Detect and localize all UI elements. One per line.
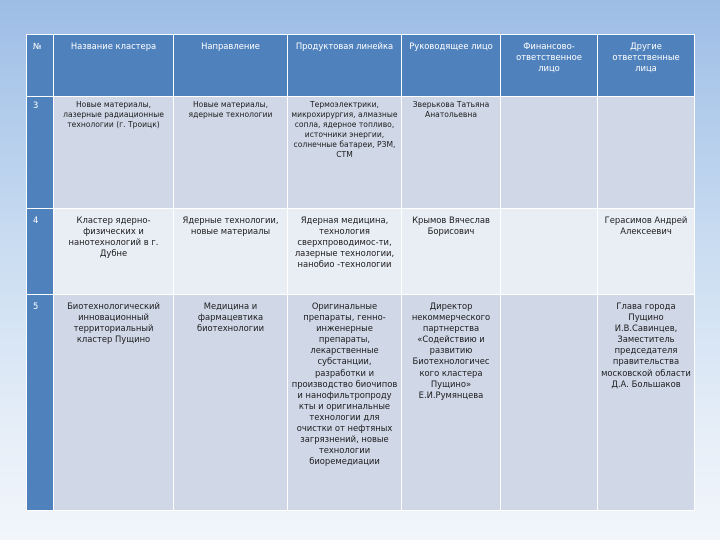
- product-line-cell: Ядерная медицина, технология сверхпроводимос-ти, лазерные технологии, нанобио -технологии: [288, 209, 402, 295]
- finance-person-cell: [501, 209, 598, 295]
- table-row: [27, 295, 695, 511]
- cluster-name-cell: Новые материалы, лазерные радиационные технологии (г. Троицк): [54, 97, 174, 209]
- header-leader: Руководящее лицо: [402, 35, 501, 97]
- other-persons-cell: Герасимов Андрей Алексеевич: [598, 209, 695, 295]
- leader-cell: Зверькова Татьяна Анатольевна: [402, 97, 501, 209]
- table-header-row: [27, 35, 695, 97]
- leader-cell: Крымов Вячеслав Борисович: [402, 209, 501, 295]
- table-row: [27, 97, 695, 209]
- header-direction: Направление: [174, 35, 288, 97]
- product-line-cell: Оригинальные препараты, генно-инженерные препараты, лекарственные субстанции, разработки и производство биочипов и нанофильтропроду кты и оригинальные технологии для очистки от нефтяных загрязнений, новые технологии биоремедиации: [288, 295, 402, 511]
- header-product-line: Продуктовая линейка: [288, 35, 402, 97]
- cluster-name-cell: Кластер ядерно-физических и нанотехнологий в г. Дубне: [54, 209, 174, 295]
- other-persons-cell: Глава города Пущино И.В.Савинцев, Заместитель председателя правительства московской области Д.А. Большаков: [598, 295, 695, 511]
- finance-person-cell: [501, 97, 598, 209]
- cluster-table: [26, 34, 695, 511]
- header-number: №: [27, 35, 54, 97]
- row-number: 4: [27, 209, 54, 295]
- cluster-table-container: [26, 34, 694, 500]
- finance-person-cell: [501, 295, 598, 511]
- table-row: [27, 209, 695, 295]
- direction-cell: Новые материалы, ядерные технологии: [174, 97, 288, 209]
- header-cluster-name: Название кластера: [54, 35, 174, 97]
- other-persons-cell: [598, 97, 695, 209]
- leader-cell: Директор некоммерческого партнерства «Содействию и развитию Биотехнологичес кого кластера Пущино» Е.И.Румянцева: [402, 295, 501, 511]
- cluster-name-cell: Биотехнологический инновационный территориальный кластер Пущино: [54, 295, 174, 511]
- header-other-persons: Другие ответственные лица: [598, 35, 695, 97]
- row-number: 5: [27, 295, 54, 511]
- header-finance-person: Финансово-ответственное лицо: [501, 35, 598, 97]
- row-number: 3: [27, 97, 54, 209]
- direction-cell: Медицина и фармацевтика биотехнологии: [174, 295, 288, 511]
- product-line-cell: Термоэлектрики, микрохирургия, алмазные сопла, ядерное топливо, источники энергии, солнечные батареи, РЗМ, СТМ: [288, 97, 402, 209]
- direction-cell: Ядерные технологии, новые материалы: [174, 209, 288, 295]
